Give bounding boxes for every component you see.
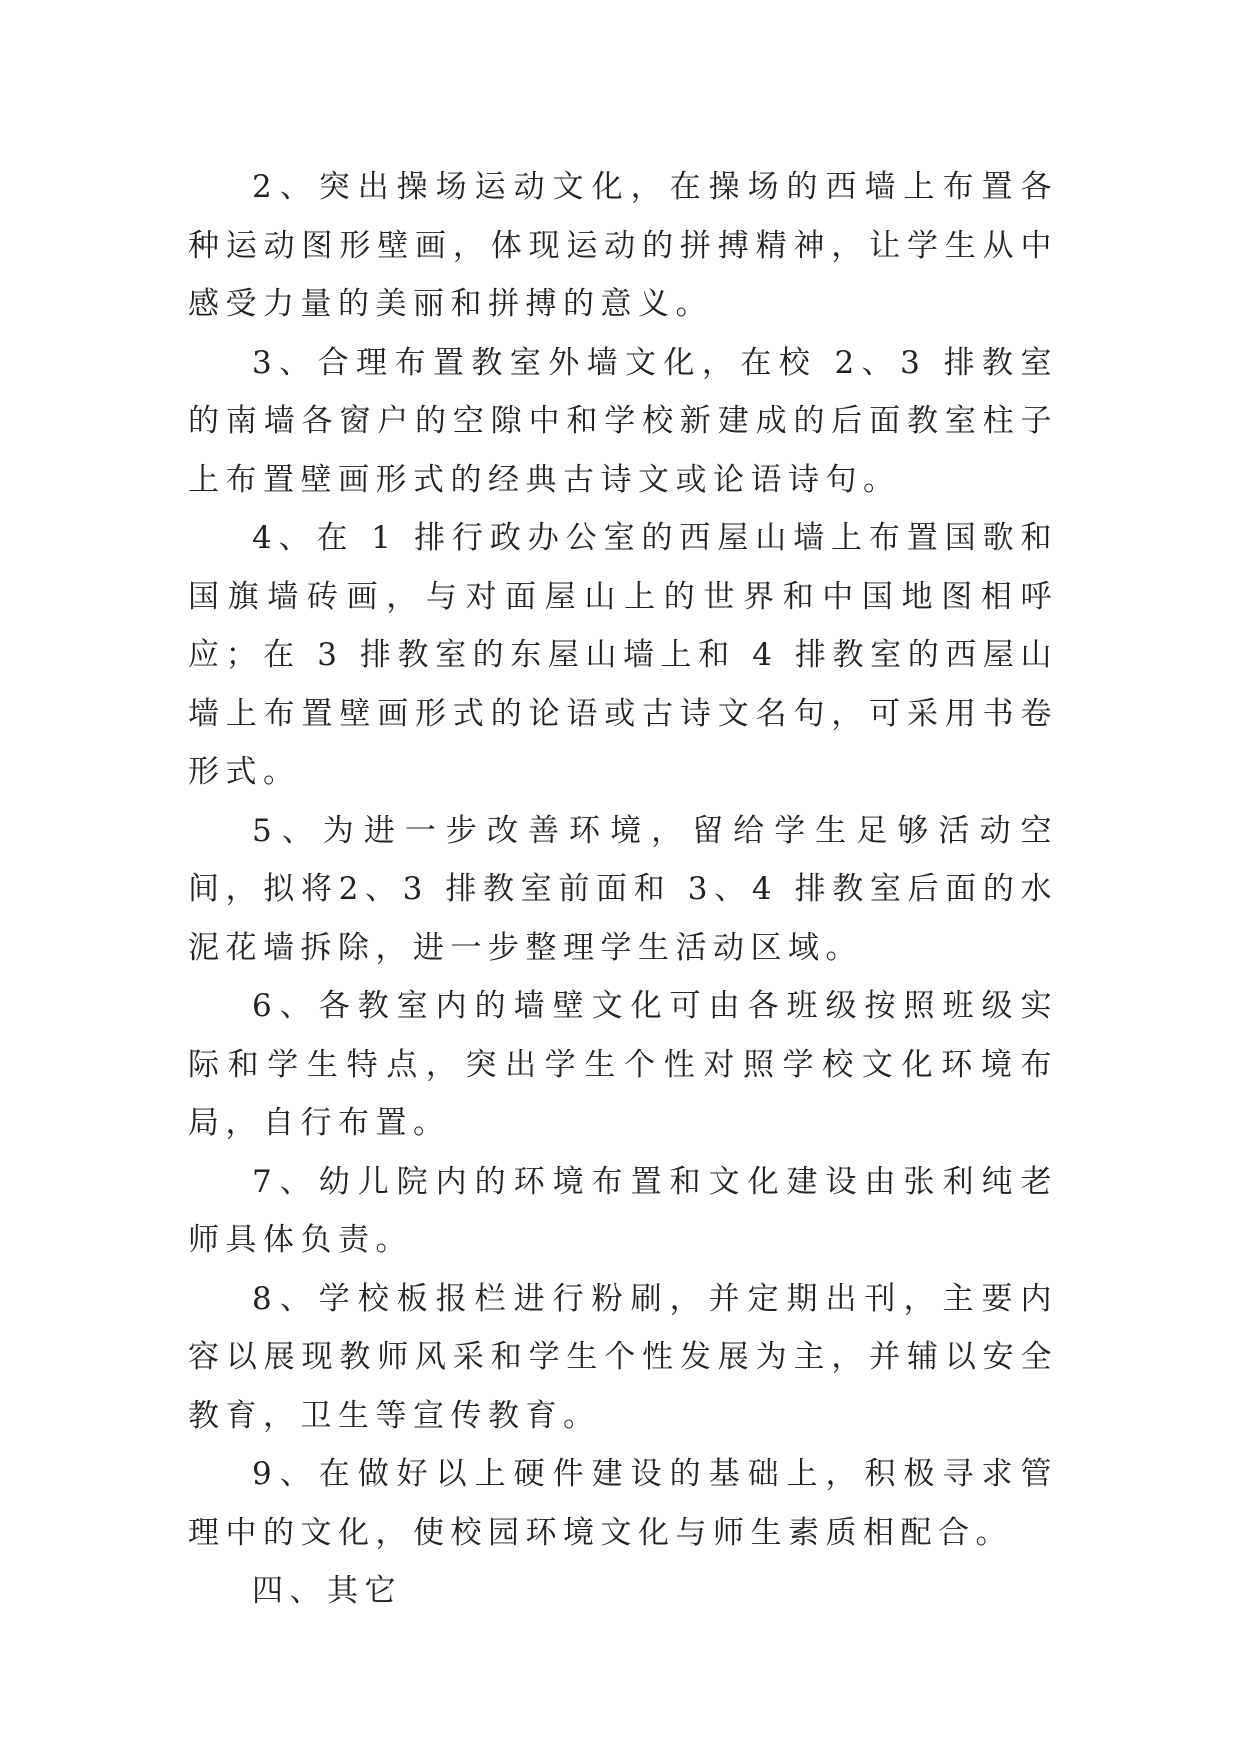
paragraph-item-2: 2、突出操场运动文化，在操场的西墙上布置各种运动图形壁画，体现运动的拼搏精神，让学生从中感受力量的美丽和拼搏的意义。: [188, 169, 1058, 322]
document-body: [188, 158, 1058, 1621]
paragraph-item-6: 6、各教室内的墙壁文化可由各班级按照班级实际和学生特点，突出学生个性对照学校文化环境布局，自行布置。: [188, 988, 1058, 1141]
paragraph-item-8: 8、学校板报栏进行粉刷，并定期出刊，主要内容以展现教师风采和学生个性发展为主，并辅以安全教育，卫生等宣传教育。: [188, 1280, 1058, 1434]
section-heading: 四、其它: [252, 1573, 402, 1609]
paragraph-item-3: 3、合理布置教室外墙文化，在校 2、3 排教室的南墙各窗户的空隙中和学校新建成的后面教室柱子上布置壁画形式的经典古诗文或论语诗句。: [188, 344, 1058, 498]
paragraph-item-5: 5、为进一步改善环境，留给学生足够活动空间，拟将2、3 排教室前面和 3、4 排教室后面的水泥花墙拆除，进一步整理学生活动区域。: [188, 812, 1058, 966]
paragraph-item-7: 7、幼儿院内的环境布置和文化建设由张利纯老师具体负责。: [188, 1163, 1058, 1258]
paragraph-item-9: 9、在做好以上硬件建设的基础上，积极寻求管理中的文化，使校园环境文化与师生素质相配合。: [188, 1456, 1058, 1551]
paragraph-item-4: 4、在 1 排行政办公室的西屋山墙上布置国歌和国旗墙砖画，与对面屋山上的世界和中国地图相呼应；在 3 排教室的东屋山墙上和 4 排教室的西屋山墙上布置壁画形式的论语或古诗文名句，可采用书卷形式。: [188, 520, 1058, 790]
